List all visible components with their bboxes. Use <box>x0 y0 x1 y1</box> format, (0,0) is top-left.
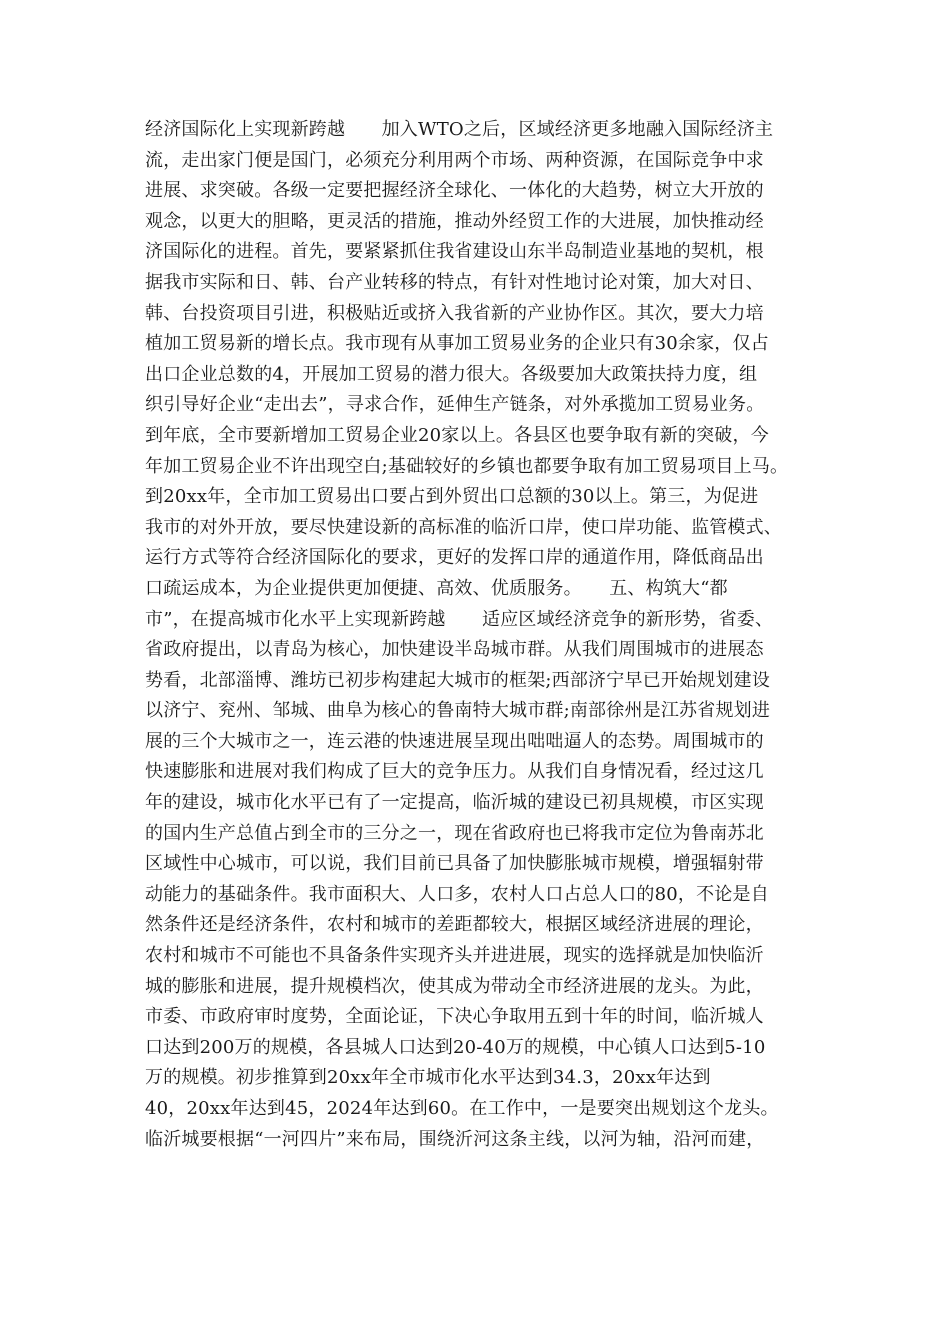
text-line: 口疏运成本，为企业提供更加便捷、高效、优质服务。 五、构筑大“都 <box>145 577 728 599</box>
text-line: 济国际化的进程。首先，要紧紧抓住我省建设山东半岛制造业基地的契机，根 <box>145 241 764 263</box>
text-line: 城的膨胀和进展，提升规模档次，使其成为带动全市经济进展的龙头。为此， <box>145 975 764 997</box>
text-line: 流，走出家门便是国门，必须充分利用两个市场、两种资源，在国际竞争中求 <box>145 149 764 171</box>
text-line: 经济国际化上实现新跨越 加入WTO之后，区域经济更多地融入国际经济主 <box>145 119 774 140</box>
text-line: 的国内生产总值占到全市的三分之一，现在省政府也已将我市定位为鲁南苏北 <box>145 822 764 844</box>
text-line: 口达到200万的规模，各县城人口达到20-40万的规模，中心镇人口达到5-10 <box>145 1036 766 1058</box>
text-line: 省政府提出，以青岛为核心，加快建设半岛城市群。从我们周围城市的进展态 <box>145 639 764 661</box>
text-line: 快速膨胀和进展对我们构成了巨大的竞争压力。从我们自身情况看，经过这几 <box>145 761 764 783</box>
text-line: 植加工贸易新的增长点。我市现有从事加工贸易业务的企业只有30余家，仅占 <box>145 333 769 355</box>
text-line: 到年底，全市要新增加工贸易企业20家以上。各县区也要争取有新的突破，今 <box>145 424 769 446</box>
text-line: 区域性中心城市，可以说，我们目前已具备了加快膨胀城市规模，增强辐射带 <box>145 853 764 875</box>
text-line: 市”，在提高城市化水平上实现新跨越 适应区域经济竞争的新形势，省委、 <box>145 608 774 630</box>
text-line: 动能力的基础条件。我市面积大、人口多，农村人口占总人口的80，不论是自 <box>145 883 769 905</box>
text-line: 运行方式等符合经济国际化的要求，更好的发挥口岸的通道作用，降低商品出 <box>145 547 764 569</box>
text-line: 临沂城要根据“一河四片”来布局，围绕沂河这条主线，以河为轴，沿河而建， <box>145 1128 765 1150</box>
text-line: 我市的对外开放，要尽快建设新的高标准的临沂口岸，使口岸功能、监管模式、 <box>145 516 782 538</box>
text-line: 40，20xx年达到45，2024年达到60。在工作中，一是要突出规划这个龙头。 <box>145 1098 779 1119</box>
text-line: 出口企业总数的4，开展加工贸易的潜力很大。各级要加大政策扶持力度，组 <box>145 363 758 385</box>
text-line: 农村和城市不可能也不具备条件实现齐头并进进展，现实的选择就是加快临沂 <box>145 945 764 967</box>
text-line: 年的建设，城市化水平已有了一定提高，临沂城的建设已初具规模，市区实现 <box>145 792 764 814</box>
text-line: 万的规模。初步推算到20xx年全市城市化水平达到34.3，20xx年达到 <box>145 1067 711 1089</box>
text-line: 织引导好企业“走出去”，寻求合作，延伸生产链条，对外承揽加工贸易业务。 <box>145 394 765 416</box>
text-line: 势看，北部淄博、潍坊已初步构建起大城市的框架;西部济宁早已开始规划建设 <box>145 669 771 691</box>
text-line: 进展、求突破。各级一定要把握经济全球化、一体化的大趋势，树立大开放的 <box>145 180 764 202</box>
body-text <box>145 115 835 1155</box>
text-line: 然条件还是经济条件，农村和城市的差距都较大，根据区域经济进展的理论， <box>145 914 764 936</box>
text-line: 年加工贸易企业不许出现空白;基础较好的乡镇也都要争取有加工贸易项目上马。 <box>145 455 789 477</box>
text-line: 韩、台投资项目引进，积极贴近或挤入我省新的产业协作区。其次，要大力培 <box>145 302 764 324</box>
text-line: 以济宁、兖州、邹城、曲阜为核心的鲁南特大城市群;南部徐州是江苏省规划进 <box>145 700 771 722</box>
text-line: 观念，以更大的胆略，更灵活的措施，推动外经贸工作的大进展，加快推动经 <box>145 210 764 232</box>
text-line: 到20xx年，全市加工贸易出口要占到外贸出口总额的30以上。第三，为促进 <box>145 486 759 508</box>
text-line: 展的三个大城市之一，连云港的快速进展呈现出咄咄逼人的态势。周围城市的 <box>145 730 764 752</box>
text-line: 据我市实际和日、韩、台产业转移的特点，有针对性地讨论对策，加大对日、 <box>145 271 764 293</box>
text-line: 市委、市政府审时度势，全面论证，下决心争取用五到十年的时间，临沂城人 <box>145 1006 764 1028</box>
